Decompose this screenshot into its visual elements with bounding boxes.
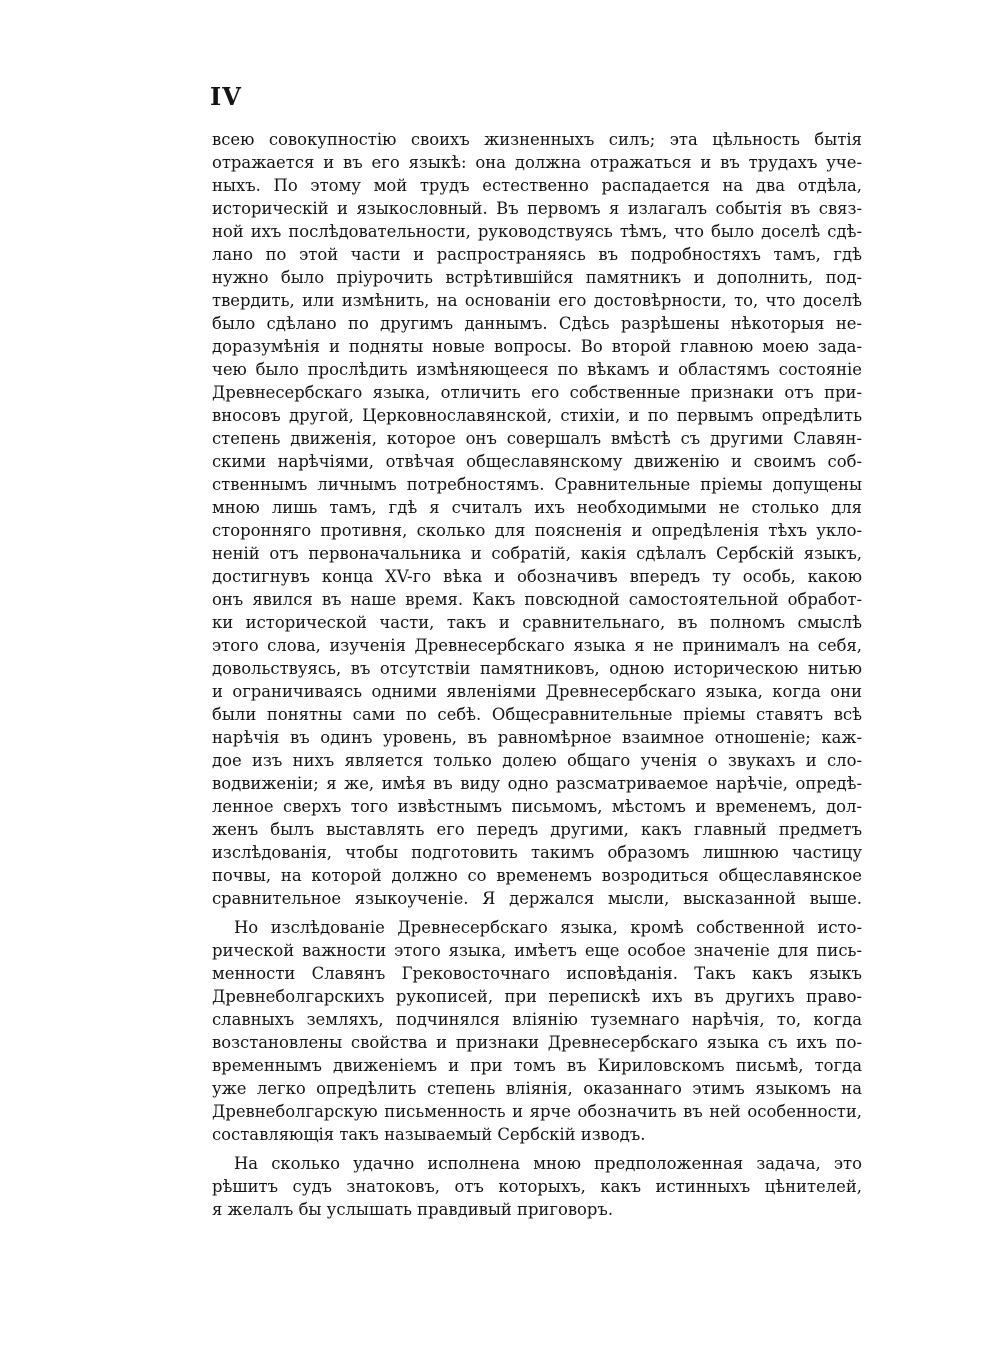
text-line: менности Славянъ Грековосточнаго исповѣданія. Такъ какъ языкъ [212,964,862,983]
text-line: На сколько удачно исполнена мною предположенная задача, это [234,1154,862,1173]
text-line: доразумѣнія и подняты новые вопросы. Во второй главною моею зада- [212,337,862,356]
text-line: ленное сверхъ того извѣстнымъ письмомъ, мѣстомъ и временемъ, дол- [212,797,862,816]
text-line: скими нарѣчіями, отвѣчая общеславянскому движенію и своимъ соб- [212,452,862,471]
text-line: были понятны сами по себѣ. Общесравнительные пріемы ставятъ всѣ [212,705,862,724]
paragraph-2 [212,916,862,1146]
text-line: Древнесербскаго языка, отличить его собственные признаки отъ при- [212,383,862,402]
text-line: нужно было пріурочить встрѣтившійся памятникъ и дополнить, под- [212,268,862,287]
page-number: IV [210,82,242,111]
text-line: этого слова, изученія Древнесербскаго языка я не принималъ на себя, [212,636,862,655]
text-line: неній отъ первоначальника и собратій, какія сдѣлалъ Сербскій языкъ, [212,544,862,563]
text-line: всею совокупностію своихъ жизненныхъ силъ; эта цѣльность бытія [212,130,862,149]
text-line: довольствуясь, въ отсутствіи памятниковъ, одною историческою нитью [212,659,862,678]
text-line: ственнымъ личнымъ потребностямъ. Сравнительные пріемы допущены [212,475,862,494]
text-line: изслѣдованія, чтобы подготовить такимъ образомъ лишнюю частицу [212,843,862,862]
text-line: ной ихъ послѣдовательности, руководствуясь тѣмъ, что было доселѣ сдѣ- [212,222,862,241]
text-line: нарѣчія въ одинъ уровень, въ равномѣрное взаимное отношеніе; каж- [212,728,862,747]
text-line: Древнеболгарскихъ рукописей, при перепискѣ ихъ въ другихъ право- [212,987,862,1006]
text-line: историческій и языкословный. Въ первомъ я излагалъ событія въ связ- [212,199,862,218]
text-line: мною лишь тамъ, гдѣ я считалъ ихъ необходимыми не столько для [212,498,862,517]
text-line: вносовъ другой, Церковнославянской, стихіи, и по первымъ опредѣлить [212,406,862,425]
text-line: онъ явился въ наше время. Какъ повсюдной самостоятельной обработ- [212,590,862,609]
text-line: рической важности этого языка, имѣетъ еще особое значеніе для пись- [212,941,862,960]
text-line: достигнувъ конца XV-го вѣка и обозначивъ впередъ ту особь, какою [212,567,862,586]
text-line: Но изслѣдованіе Древнесербскаго языка, кромѣ собственной исто- [234,918,862,937]
text-line: женъ былъ выставлять его передъ другими, какъ главный предметъ [212,820,862,839]
text-line: дое изъ нихъ является только долею общаго ученія о звукахъ и сло- [212,751,862,770]
text-line: славныхъ земляхъ, подчинялся вліянію туземнаго нарѣчія, то, когда [212,1010,862,1029]
text-line: я желалъ бы услышать правдивый приговоръ. [212,1200,614,1219]
text-line: чею было прослѣдить измѣняющееся по вѣкамъ и областямъ состояніе [212,360,862,379]
text-line: было сдѣлано по другимъ даннымъ. Сдѣсь разрѣшены нѣкоторыя не- [212,314,862,333]
paragraph-3 [212,1152,862,1221]
text-line: степень движенія, которое онъ совершалъ вмѣстѣ съ другими Славян- [212,429,862,448]
text-line: временнымъ движеніемъ и при томъ въ Кириловскомъ письмѣ, тогда [212,1056,862,1075]
text-line: составляющія такъ называемый Сербскій изводъ. [212,1125,646,1144]
text-line: ки исторической части, такъ и сравнительнаго, въ полномъ смыслѣ [212,613,862,632]
text-line: и ограничиваясь одними явленіями Древнесербскаго языка, когда они [212,682,862,701]
text-line: лано по этой части и распространяясь въ подробностяхъ тамъ, гдѣ [212,245,862,264]
body-text [212,128,862,1221]
text-line: Древнеболгарскую письменность и ярче обозначить въ ней особенности, [212,1102,862,1121]
text-line: водвиженіи; я же, имѣя въ виду одно разсматриваемое нарѣчіе, опредѣ- [212,774,862,793]
text-line: почвы, на которой должно со временемъ возродиться общеславянское [212,866,862,885]
text-line: ныхъ. По этому мой трудъ естественно распадается на два отдѣла, [212,176,862,195]
text-line: отражается и въ его языкѣ: она должна отражаться и въ трудахъ уче- [212,153,862,172]
text-line: сравнительное языкоученіе. Я держался мысли, высказанной выше. [212,889,862,908]
text-line: рѣшитъ судъ знатоковъ, отъ которыхъ, какъ истинныхъ цѣнителей, [212,1177,862,1196]
text-line: твердить, или измѣнить, на основаніи его достовѣрности, то, что доселѣ [212,291,862,310]
text-line: сторонняго противня, сколько для поясненія и опредѣленія тѣхъ укло- [212,521,862,540]
paragraph-1 [212,128,862,910]
text-line: уже легко опредѣлить степень вліянія, оказаннаго этимъ языкомъ на [212,1079,862,1098]
text-line: возстановлены свойства и признаки Древнесербскаго языка съ ихъ по- [212,1033,862,1052]
